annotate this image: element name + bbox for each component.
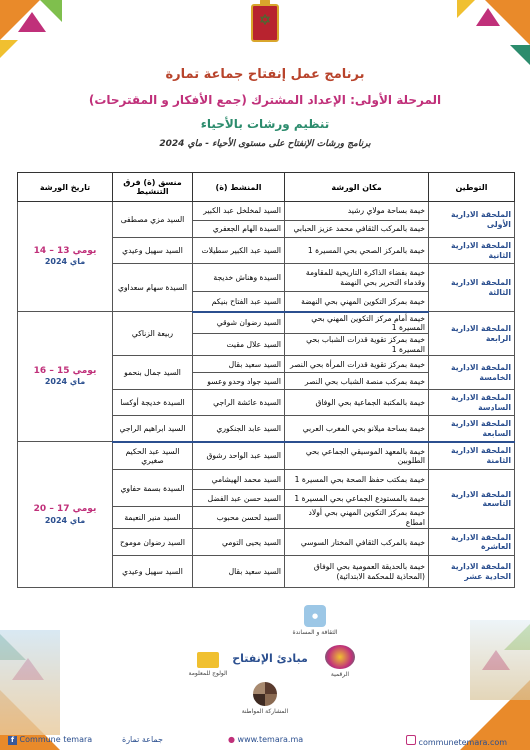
website-label: www.temara.ma <box>237 735 304 744</box>
place-cell: خيمة بالمركب الثقافي محمد عزيز الحبابي <box>285 221 429 238</box>
place-cell: خيمة بفضاء الذاكرة التاريخية للمقاومة وقدماء التحرير بحي النهضة <box>285 264 429 292</box>
animator-cell: السيد يحيى التومي <box>193 529 285 556</box>
globe-icon: ● <box>228 735 235 744</box>
city-photo-left <box>0 630 60 735</box>
region-cell: الملحقة الادارية الثانية <box>429 238 515 264</box>
region-cell: الملحقة الادارية الثامنة <box>429 442 515 470</box>
animator-cell: السيدة عائشة الراجي <box>193 390 285 416</box>
date-days: يومي 15 – 16 <box>33 366 97 377</box>
pie-logo-icon <box>253 682 277 706</box>
coordinator-cell: السيد رضوان موموح <box>113 529 193 556</box>
date-days: يومي 17 – 20 <box>33 504 97 515</box>
region-cell: الملحقة الادارية الخامسة <box>429 356 515 390</box>
logo-openness <box>225 652 315 665</box>
date-cell <box>18 312 113 442</box>
logo-culture <box>285 605 345 636</box>
place-cell: خيمة بمركز تقوية قدرات المرأة بحي النصر <box>285 356 429 373</box>
region-cell: الملحقة الادارية السابعة <box>429 416 515 442</box>
header <box>0 0 530 150</box>
coordinator-cell: السيدة بسمة حفاوي <box>113 470 193 507</box>
logo-digital-label: الرقمية <box>330 671 350 678</box>
instagram-icon <box>406 735 416 745</box>
place-cell: خيمة بالمستودع الجماعي بحي المسيرة 1 <box>285 490 429 507</box>
place-cell: خيمة بمركز التكوين المهني بحي أولاد امطاع <box>285 507 429 529</box>
coordinator-cell: السيدة سهام سعداوي <box>113 264 193 312</box>
logo-participation <box>240 682 290 715</box>
region-cell: الملحقة الادارية الثالثة <box>429 264 515 312</box>
place-cell: خيمة بالمركب الثقافي المختار السوسي <box>285 529 429 556</box>
footer <box>0 600 530 750</box>
animator-cell: السيد علال مقيت <box>193 334 285 356</box>
facebook-label: Commune temara <box>19 735 93 744</box>
coordinator-cell: السيد ابراهيم الراجي <box>113 416 193 442</box>
header-animator: المنشط (ة) <box>193 173 285 202</box>
table-row <box>18 442 515 470</box>
place-cell: خيمة بمركب منصة الشباب بحي النصر <box>285 373 429 390</box>
brain-icon <box>325 645 355 669</box>
coordinator-cell: ربيعة الزناكي <box>113 312 193 356</box>
animator-cell: السيد عبد الفتاح بنيكم <box>193 292 285 312</box>
place-cell: خيمة بساحة مولاي رشيد <box>285 202 429 221</box>
region-cell: الملحقة الادارية العاشرة <box>429 529 515 556</box>
animator-cell: السيد سعيد بقال <box>193 556 285 588</box>
audio-logo-icon: ● <box>304 605 326 627</box>
date-cell <box>18 202 113 312</box>
region-cell: الملحقة الادارية التاسعة <box>429 470 515 529</box>
place-cell: خيمة بمركز تقوية قدرات الشباب بحي المسيرة 1 <box>285 334 429 356</box>
animator-cell: السيدة الهام الجعفري <box>193 221 285 238</box>
instagram-label: communetemara.com <box>418 738 508 747</box>
animator-cell: السيد رضوان شوقي <box>193 312 285 334</box>
animator-cell: السيد محمد الهيشامي <box>193 470 285 490</box>
region-cell: الملحقة الادارية السادسة <box>429 390 515 416</box>
animator-cell: السيد لمخلخل عبد الكبير <box>193 202 285 221</box>
page-title: برنامج عمل إنفتاح جماعة تمارة <box>165 67 365 82</box>
website-link[interactable] <box>228 735 303 744</box>
coordinator-cell: السيد سهيل وعيدي <box>113 556 193 588</box>
place-cell: خيمة بالمكتبة الجماعية بحي الوفاق <box>285 390 429 416</box>
place-cell: خيمة بالحديقة العمومية بحي الوفاق (المحاذية للمحكمة الابتدائية) <box>285 556 429 588</box>
header-region: التوطين <box>429 173 515 202</box>
table-header-row <box>18 173 515 202</box>
date-cell <box>18 442 113 588</box>
animator-cell: السيد عابد الجنكوري <box>193 416 285 442</box>
place-cell: خيمة بالمعهد الموسيقي الجماعي بحي الطلوبين <box>285 442 429 470</box>
facebook-contact[interactable] <box>8 735 92 745</box>
instagram-contact[interactable] <box>406 735 507 747</box>
place-cell: خيمة بمكتب حفظ الصحة بحي المسيرة 1 <box>285 470 429 490</box>
region-cell: الملحقة الادارية الرابعة <box>429 312 515 356</box>
place-cell: خيمة أمام مركز التكوين المهني بحي المسيرة 1 <box>285 312 429 334</box>
date-year: ماي 2024 <box>44 515 86 525</box>
schedule-table <box>17 172 515 588</box>
folder-icon <box>197 652 219 668</box>
place-cell: خيمة بالمركز الصحي بحي المسيرة 1 <box>285 238 429 264</box>
header-date: تاريخ الورشة <box>18 173 113 202</box>
animator-cell: السيد حسن عبد الفضل <box>193 490 285 507</box>
place-cell: خيمة بساحة ميلانو بحي المغرب العربي <box>285 416 429 442</box>
coordinator-cell: السيد منير النعيمة <box>113 507 193 529</box>
logo-access <box>188 652 228 677</box>
logo-participation-label: المشاركة المواطنة <box>241 708 289 715</box>
city-name: جماعة تمارة <box>122 735 163 744</box>
date-days: يومي 13 – 14 <box>33 245 97 256</box>
header-coordinator: منسق (ة) فرق التنشيط <box>113 173 193 202</box>
animator-cell: السيدة وهناش خديجة <box>193 264 285 292</box>
city-photo-right <box>470 620 530 700</box>
region-cell: الملحقة الادارية الحادية عشر <box>429 556 515 588</box>
phase-title: المرحلة الأولى: الإعداد المشترك (جمع الأفكار و المقترحات) <box>88 93 442 107</box>
logo-openness-label: مبادئ الإنفتاح <box>232 652 308 665</box>
coordinator-cell: السيدة خديجة أوكسا <box>113 390 193 416</box>
table-row <box>18 202 515 221</box>
animator-cell: السيد لحسن محبوب <box>193 507 285 529</box>
animator-cell: السيد عبد الواحد رشوق <box>193 442 285 470</box>
region-cell: الملحقة الادارية الأولى <box>429 202 515 238</box>
coordinator-cell: السيد عبد الحكيم صغيري <box>113 442 193 470</box>
animator-cell: السيد جواد وحدو وعسو <box>193 373 285 390</box>
date-year: ماي 2024 <box>44 257 86 267</box>
animator-cell: السيد عبد الكبير سطيلات <box>193 238 285 264</box>
coordinator-cell: السيد جمال بنحمو <box>113 356 193 390</box>
date-year: ماي 2024 <box>44 377 86 387</box>
morocco-emblem-icon: ✡ <box>251 4 279 42</box>
header-place: مكان الورشة <box>285 173 429 202</box>
place-cell: خيمة بمركز التكوين المهني بحي النهضة <box>285 292 429 312</box>
logo-access-label: الولوج للمعلومة <box>188 670 228 677</box>
workshops-subtitle: تنظيم ورشات بالأحياء <box>200 117 330 131</box>
table-row <box>18 312 515 334</box>
animator-cell: السيد سعيد بقال <box>193 356 285 373</box>
logo-culture-label: الثقافة و المساندة <box>292 629 338 636</box>
logo-digital <box>315 645 365 678</box>
coordinator-cell: السيد سهيل وعيدي <box>113 238 193 264</box>
coordinator-cell: السيد مزي مصطفى <box>113 202 193 238</box>
program-line: برنامج ورشات الإنفتاح على مستوى الأحياء - ماي 2024 <box>159 139 371 149</box>
facebook-icon: f <box>8 736 17 745</box>
